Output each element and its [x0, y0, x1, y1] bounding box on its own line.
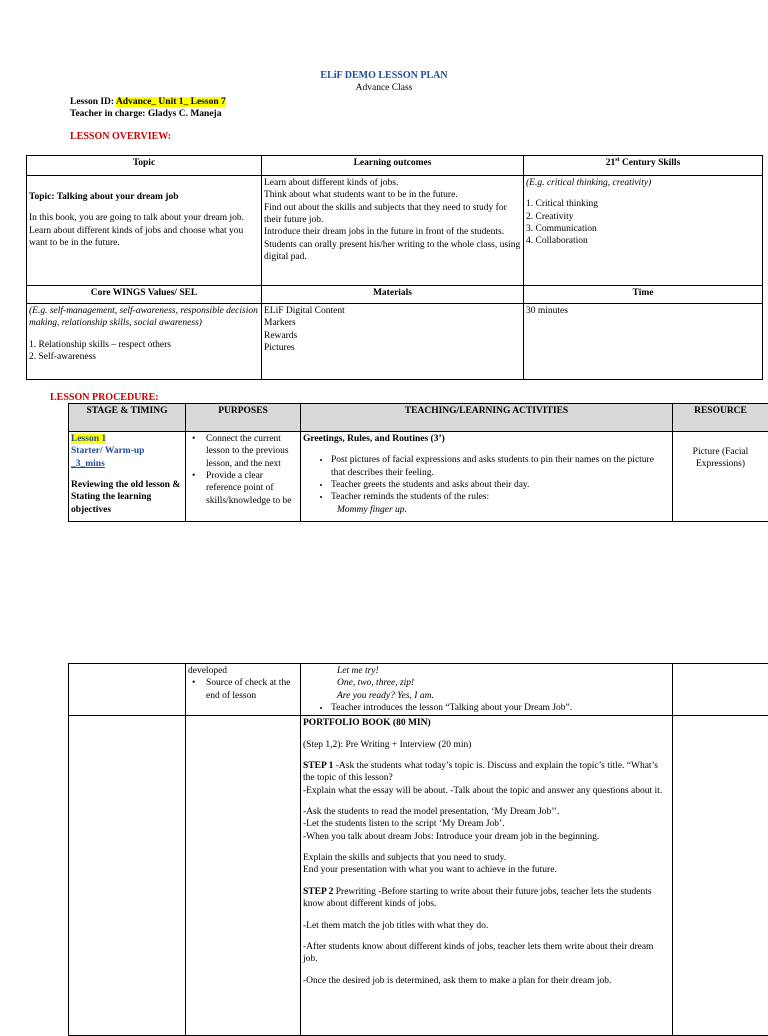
- col-outcomes: Learning outcomes: [262, 156, 524, 176]
- activity-item: • Post pictures of facial expressions and asks students to pin their names on the picture that describes their feeling.: [331, 454, 670, 479]
- teacher-name: Gladys C. Maneja: [148, 109, 222, 119]
- outcome-item: Students can orally present his/her writing to the whole class, using digital pad.: [264, 239, 521, 264]
- rule-item: One, two, three, zip!: [303, 677, 670, 689]
- skills-note: (E.g. critical thinking, creativity): [526, 177, 760, 189]
- stage-starter: Starter/ Warm-up: [71, 445, 183, 457]
- steps-heading: (Step 1,2): Pre Writing + Interview (20 min): [303, 739, 670, 751]
- stage-review: Reviewing the old lesson & Stating the learning objectives: [71, 479, 183, 516]
- overview-heading: LESSON OVERVIEW:: [70, 130, 171, 143]
- resource-cell-cont: [673, 664, 768, 716]
- outcome-item: Think about what students want to be in the future.: [264, 189, 521, 201]
- step1-text: STEP 1 -Ask the students what today’s topic is. Discuss and explain the topic’s title. “What’s the topic of this lesson?: [303, 760, 670, 785]
- material-item: ELiF Digital Content: [264, 305, 521, 317]
- procedure-table-continued: [68, 663, 768, 1036]
- teacher-in-charge: [70, 108, 221, 120]
- model-line: -Ask the students to read the model presentation, ‘My Dream Job’’.: [303, 806, 670, 818]
- match-line: -Let them match the job titles with what they do.: [303, 920, 670, 932]
- rule-item: Let me try!: [303, 665, 670, 677]
- stage-lesson: Lesson 1: [71, 434, 106, 444]
- model-line: -Let the students listen to the script ‘My Dream Job’.: [303, 818, 670, 830]
- lesson-id-label: Lesson ID:: [70, 97, 114, 107]
- values-note: (E.g. self-management, self-awareness, responsible decision making, relationship skills, social awareness): [29, 305, 259, 330]
- portfolio-cell: [301, 716, 673, 1036]
- stage-cell-portfolio: [69, 716, 186, 1036]
- material-item: Pictures: [264, 342, 521, 354]
- value-item: 2. Self-awareness: [29, 351, 259, 363]
- col-time: Time: [524, 286, 763, 304]
- overview-table: [26, 155, 763, 380]
- after-line: -After students know about different kinds of jobs, teacher lets them write about their dream job.: [303, 941, 670, 966]
- once-line: -Once the desired job is determined, ask them to make a plan for their dream job.: [303, 975, 670, 987]
- col-resource: RESOURCE: [673, 404, 768, 432]
- activities-cell: [301, 432, 673, 522]
- skills-cell: [524, 176, 763, 286]
- stage-cell: [69, 432, 186, 522]
- step2-text: STEP 2 Prewriting -Before starting to write about their future jobs, teacher lets the students know about different kinds of jobs.: [303, 886, 670, 911]
- outcome-item: Learn about different kinds of jobs.: [264, 177, 521, 189]
- purpose-continued: developed: [188, 665, 298, 677]
- purposes-cell-cont: [186, 664, 301, 716]
- explain-line: End your presentation with what you want to achieve in the future.: [303, 864, 670, 876]
- rule-item: Mommy finger up.: [303, 504, 670, 516]
- lesson-id: [70, 96, 226, 108]
- resource-cell-portfolio: [673, 716, 768, 1036]
- col-topic: Topic: [27, 156, 262, 176]
- topic-cell: [27, 176, 262, 286]
- resource-cell: Picture (Facial Expressions): [673, 432, 768, 522]
- col-stage: STAGE & TIMING: [69, 404, 186, 432]
- purpose-item: • Connect the current lesson to the previous lesson, and the next: [188, 433, 298, 470]
- purposes-cell-portfolio: [186, 716, 301, 1036]
- purpose-item: • Provide a clear reference point of skills/knowledge to be: [188, 470, 298, 507]
- material-item: Rewards: [264, 330, 521, 342]
- col-purposes: PURPOSES: [186, 404, 301, 432]
- stage-time: _3_mins: [71, 458, 183, 470]
- greetings-heading: Greetings, Rules, and Routines (3’): [303, 433, 670, 445]
- skill-item: 2. Creativity: [526, 211, 760, 223]
- topic-title: Topic: Talking about your dream job: [29, 191, 259, 203]
- materials-cell: [262, 304, 524, 380]
- outcome-item: Find out about the skills and subjects that they need to study for their future job.: [264, 202, 521, 227]
- outcomes-cell: [262, 176, 524, 286]
- document-title: ELiF DEMO LESSON PLAN: [0, 69, 768, 82]
- step1-more: -Explain what the essay will be about. -Talk about the topic and answer any questions about it.: [303, 785, 670, 797]
- procedure-heading: LESSON PROCEDURE:: [50, 391, 159, 404]
- activities-cell-cont: [301, 664, 673, 716]
- purpose-item: • Source of check at the end of lesson: [188, 677, 298, 702]
- explain-line: Explain the skills and subjects that you need to study.: [303, 852, 670, 864]
- time-cell: 30 minutes: [524, 304, 763, 380]
- lesson-id-value: Advance_ Unit 1_ Lesson 7: [116, 97, 226, 107]
- outcome-item: Introduce their dream jobs in the future in front of the students.: [264, 226, 521, 238]
- procedure-table: [68, 403, 768, 522]
- col-activities: TEACHING/LEARNING ACTIVITIES: [301, 404, 673, 432]
- values-cell: [27, 304, 262, 380]
- model-line: -When you talk about dream Jobs: Introduce your dream job in the beginning.: [303, 831, 670, 843]
- purposes-cell: [186, 432, 301, 522]
- stage-cell-cont: [69, 664, 186, 716]
- col-materials: Materials: [262, 286, 524, 304]
- skill-item: 1. Critical thinking: [526, 198, 760, 210]
- value-item: 1. Relationship skills – respect others: [29, 339, 259, 351]
- portfolio-heading: PORTFOLIO BOOK (80 MIN): [303, 717, 670, 729]
- material-item: Markers: [264, 317, 521, 329]
- activity-item: • Teacher introduces the lesson “Talking about your Dream Job”.: [331, 702, 670, 714]
- rule-item: Are you ready? Yes, I am.: [303, 690, 670, 702]
- skill-item: 4. Collaboration: [526, 235, 760, 247]
- document-subtitle: Advance Class: [0, 82, 768, 94]
- topic-description: In this book, you are going to talk about your dream job. Learn about different kinds of jobs and choose what you want to be in the future.: [29, 212, 259, 249]
- teacher-label: Teacher in charge:: [70, 109, 145, 119]
- activity-item: • Teacher greets the students and asks about their day.: [331, 479, 670, 491]
- col-skills: 21st Century Skills: [524, 156, 763, 176]
- skill-item: 3. Communication: [526, 223, 760, 235]
- col-values: Core WINGS Values/ SEL: [27, 286, 262, 304]
- activity-item: • Teacher reminds the students of the rules:: [331, 491, 670, 503]
